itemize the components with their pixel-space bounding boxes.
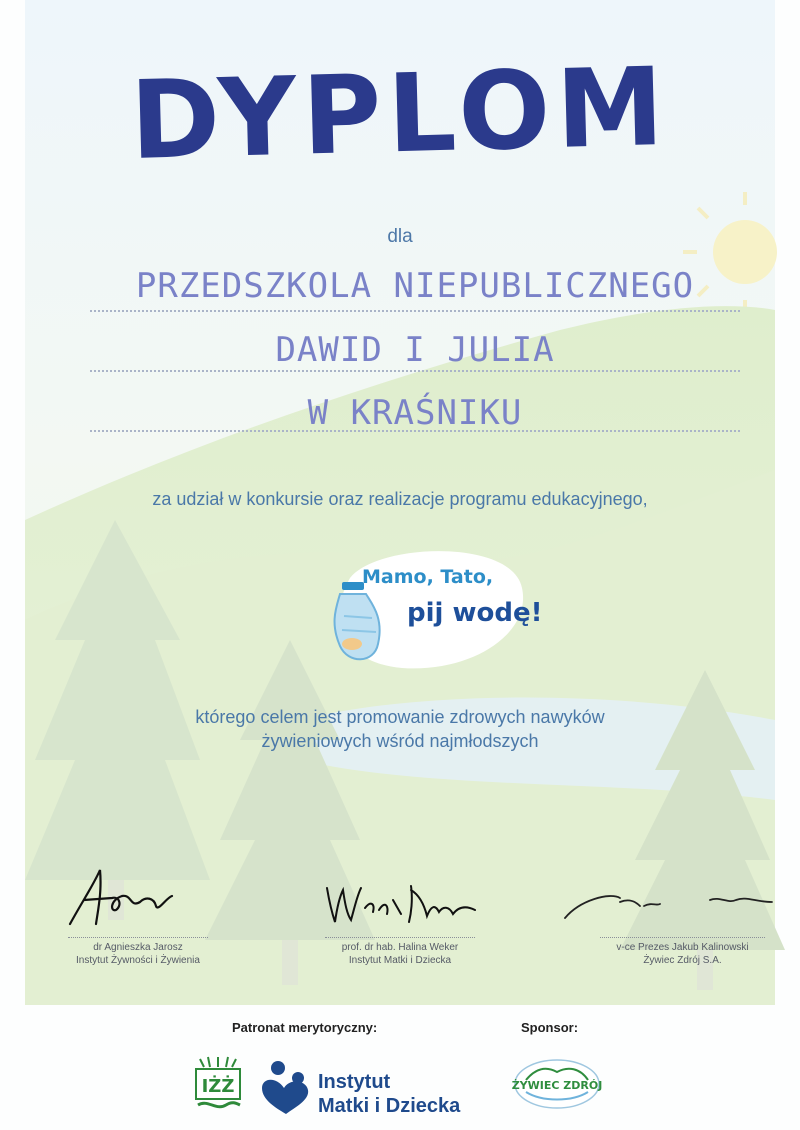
signature-dots-1 (68, 937, 208, 938)
sponsor-label: Sponsor: (521, 1020, 579, 1035)
signature-jarosz (60, 862, 200, 932)
zywiec-zdroj-logo (512, 1058, 602, 1113)
dotted-line-2 (90, 370, 740, 372)
for-word: dla (387, 226, 413, 247)
signature-weker (315, 870, 490, 930)
signatory-2-institution: Instytut Matki i Dziecka (348, 955, 452, 966)
signatory-1-institution: Instytut Żywności i Żywienia (76, 955, 200, 966)
recipient-line-2: DAWID I JULIA (275, 330, 555, 370)
signature-dots-3 (600, 937, 765, 938)
signatory-1 (38, 941, 238, 967)
signatory-1-name: dr Agnieszka Jarosz (93, 942, 183, 953)
signatory-3-institution: Żywiec Zdrój S.A. (643, 955, 722, 966)
purpose-line-2: żywieniowych wśród najmłodszych (261, 731, 539, 751)
imid-name (318, 1070, 460, 1118)
signature-kalinowski (560, 880, 775, 925)
dotted-line-3 (90, 430, 740, 432)
imid-logo-icon (258, 1058, 316, 1116)
signature-dots-2 (325, 937, 475, 938)
signatory-2 (300, 941, 500, 967)
recipient-line-1: PRZEDSZKOLA NIEPUBLICZNEGO (135, 266, 695, 306)
imid-name-line-2: Matki i Dziecka (318, 1095, 461, 1117)
program-logo-line-1: Mamo, Tato, (362, 566, 494, 588)
dotted-line-1 (90, 310, 740, 312)
signatory-3 (580, 941, 785, 967)
izz-logo (194, 1055, 242, 1115)
purpose-line-1: którego celem jest promowanie zdrowych nawyków (195, 707, 605, 727)
signatory-3-name: v-ce Prezes Jakub Kalinowski (616, 942, 749, 953)
reason-text: za udział w konkursie oraz realizacje programu edukacyjnego, (152, 489, 648, 509)
imid-name-line-1: Instytut (318, 1071, 391, 1093)
izz-logo-text: IŻŻ (201, 1076, 235, 1097)
diploma-title: DYPLOM (128, 44, 672, 185)
patronage-label: Patronat merytoryczny: (232, 1020, 378, 1035)
program-logo-line-2: pij wodę! (407, 598, 543, 628)
signatory-2-name: prof. dr hab. Halina Weker (341, 942, 459, 953)
recipient-line-3: W KRAŚNIKU (307, 393, 523, 433)
zywiec-logo-text: ŻYWIEC ZDRÓJ (512, 1079, 602, 1092)
